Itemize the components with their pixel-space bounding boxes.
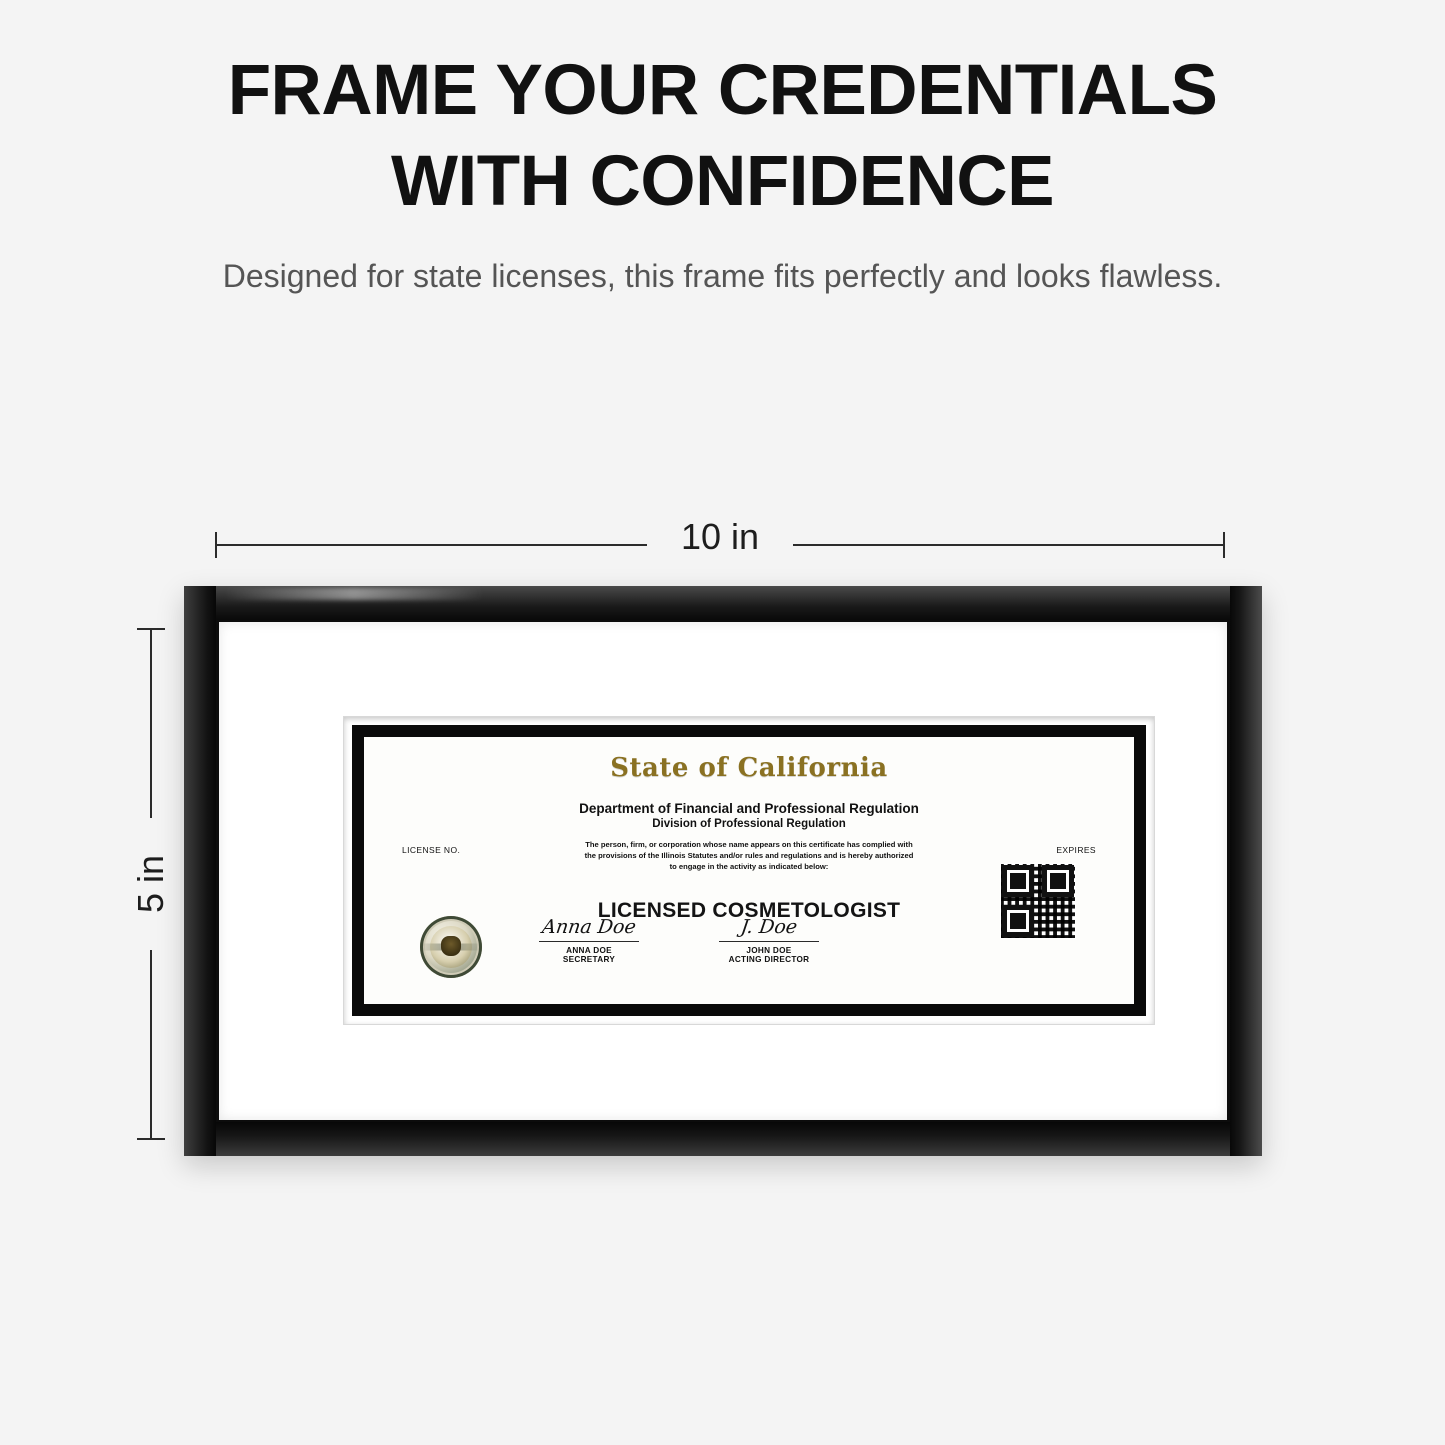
frame-moulding <box>184 586 1262 1156</box>
frame-bevel-left <box>184 586 216 1156</box>
certificate-footer <box>364 916 1134 990</box>
signature-rule <box>539 941 639 942</box>
height-dimension <box>128 628 174 1140</box>
signature-role: SECRETARY <box>562 955 616 964</box>
signature-mark: J. Doe <box>739 916 799 938</box>
qr-eye-top-right <box>1042 865 1074 897</box>
promo-header <box>0 0 1445 295</box>
seal-eagle-icon <box>441 936 461 956</box>
dimension-cap-bottom <box>137 1138 165 1140</box>
certificate-body-text: The person, firm, or corporation whose name appears on this certificate has complied with the provisions of the Illinois Statutes and/or rules and regulations and is hereby authorized to engage in the activity as indicated below: <box>584 840 914 871</box>
width-dimension-label: 10 in <box>667 516 773 558</box>
headline-line-2: WITH CONFIDENCE <box>390 141 1054 221</box>
qr-eye-top-left <box>1002 865 1034 897</box>
certificate-division: Division of Professional Regulation <box>652 818 846 830</box>
signature-block-director <box>684 918 854 964</box>
page-subtitle: Designed for state licenses, this frame fits perfectly and looks flawless. <box>222 257 1223 294</box>
signature-name: JOHN DOE <box>746 946 792 955</box>
height-dimension-label: 5 in <box>130 841 172 927</box>
signature-role: ACTING DIRECTOR <box>728 955 810 964</box>
expires-label: EXPIRES <box>1056 845 1096 855</box>
signature-rule <box>719 941 819 942</box>
picture-frame <box>184 586 1262 1156</box>
certificate <box>352 725 1146 1016</box>
license-no-label: LICENSE NO. <box>402 845 461 855</box>
frame-bevel-right <box>1230 586 1262 1156</box>
dimension-line-right <box>793 544 1225 546</box>
dimension-cap-right <box>1223 532 1225 558</box>
signature-mark: Anna Doe <box>540 916 638 938</box>
frame-bevel-bottom <box>184 1122 1262 1156</box>
certificate-department: Department of Financial and Professional Regulation <box>579 801 919 816</box>
page-title <box>123 46 1323 228</box>
certificate-license-type: LICENSED COSMETOLOGIST <box>597 899 901 922</box>
signature-block-secretary <box>504 918 674 964</box>
mat-opening <box>344 717 1154 1024</box>
signature-name: ANNA DOE <box>566 946 612 955</box>
state-seal-icon <box>420 916 482 978</box>
certificate-state-title: State of California <box>610 753 888 783</box>
dimension-line-top <box>150 628 152 818</box>
frame-mat <box>219 622 1227 1120</box>
certificate-paper <box>364 737 1134 1004</box>
dimension-line-left <box>215 544 647 546</box>
dimension-line-bottom <box>150 950 152 1140</box>
headline-line-1: FRAME YOUR CREDENTIALS <box>227 51 1218 130</box>
frame-gloss-highlight <box>224 588 484 600</box>
width-dimension <box>215 516 1225 566</box>
